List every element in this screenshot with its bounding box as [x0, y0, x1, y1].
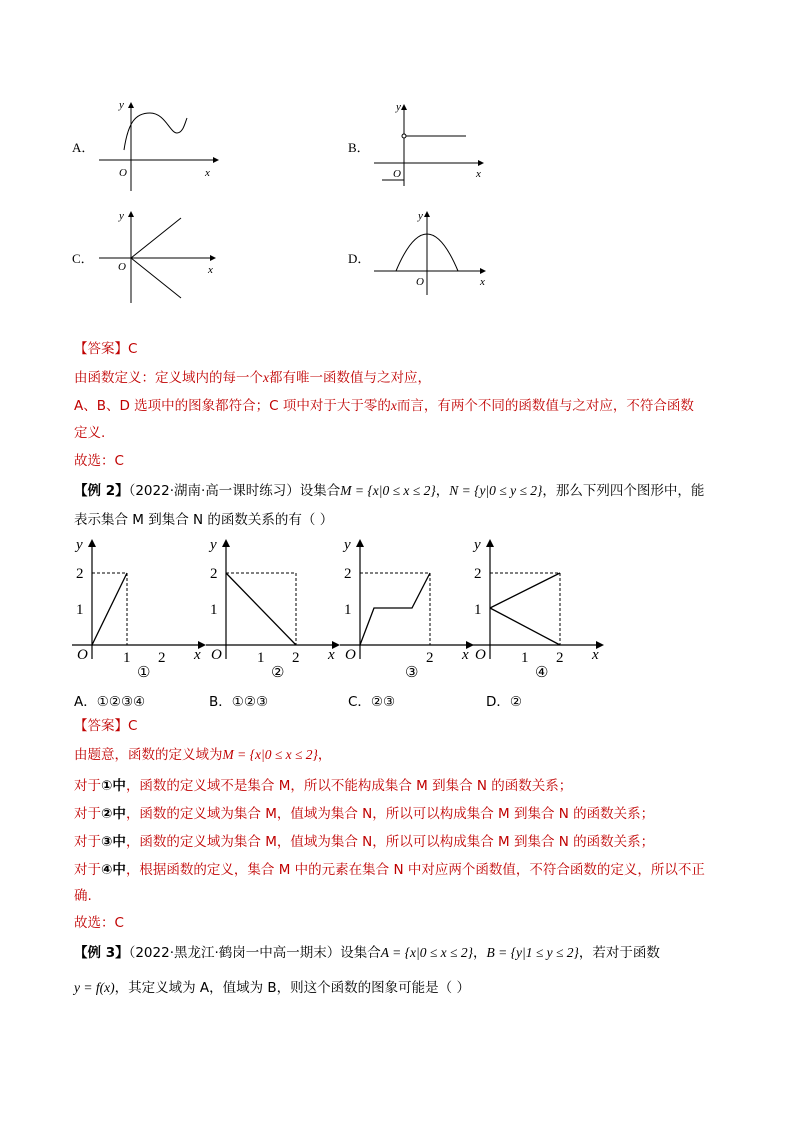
choice-c: C．②③ [348, 694, 396, 710]
graph-label: ① [137, 665, 151, 680]
set-n: N = {y|0 ≤ y ≤ 2} [449, 483, 543, 498]
axis-y-label: y [418, 210, 423, 222]
axis-x-label: x [205, 167, 210, 179]
option-d-label: D． [348, 251, 371, 266]
axis-x-label: x [462, 647, 469, 663]
axis-x-label: x [208, 264, 213, 276]
origin-label: O [77, 647, 88, 663]
answer-tag: 【答案】 [74, 718, 128, 734]
tick-x-1: 1 [521, 650, 529, 666]
graph-1 [68, 535, 208, 680]
text: 对于 [74, 806, 101, 822]
source: （2022·黑龙江·鹤岗一中高一期末）设集合 [128, 945, 381, 961]
text: 而言，有两个不同的函数值与之对应，不符合函数 [396, 398, 694, 414]
tick-1: 1 [76, 602, 84, 618]
origin-label: O [345, 647, 356, 663]
answer2-line4 [74, 832, 654, 852]
text: 对于 [74, 778, 101, 794]
set-a: A = {x|0 ≤ x ≤ 2} [380, 945, 473, 960]
axis-y-label: y [119, 99, 124, 111]
answer2-choice: 故选：C [74, 915, 124, 931]
set-b: B = {y|1 ≤ y ≤ 2} [486, 945, 579, 960]
option-c-label: C． [72, 251, 94, 266]
var-x: x [263, 370, 269, 385]
comma: ， [435, 483, 450, 499]
answer1-line3: 定义. [74, 425, 106, 441]
tick-1: 1 [344, 602, 352, 618]
comma: ， [472, 945, 487, 961]
example3-line1 [74, 943, 660, 963]
tick-x-2: 2 [426, 650, 434, 666]
graph-label: ② [271, 665, 285, 680]
function: y = f(x) [74, 980, 115, 995]
graph-2 [202, 535, 342, 680]
option-b-label: B． [348, 140, 370, 155]
set-m: M = {x|0 ≤ x ≤ 2} [340, 483, 436, 498]
text: ，其定义域为 A，值域为 B，则这个函数的图象可能是（ ） [114, 980, 470, 996]
item-ref: ②中 [101, 806, 126, 822]
text: 对于 [74, 862, 101, 878]
text: ，那么下列四个图形中，能 [542, 483, 705, 499]
answer1-line1 [74, 368, 431, 388]
text: 由函数定义：定义域内的每一个 [74, 370, 263, 386]
text: ，函数的定义域不是集合 M，所以不能构成集合 M 到集合 N 的函数关系； [125, 778, 573, 794]
graph-option-a [95, 98, 220, 193]
item-ref: ④中 [101, 862, 126, 878]
choice-b: B．①②③ [209, 694, 269, 710]
tick-x-2: 2 [158, 650, 166, 666]
axis-y-label: y [396, 101, 401, 113]
answer2-line3 [74, 804, 654, 824]
text: 对于 [74, 834, 101, 850]
answer-tag: 【答案】 [74, 341, 128, 357]
graph-label: ④ [535, 665, 549, 680]
axis-y-label: y [76, 537, 83, 553]
option-a-label: A． [72, 140, 95, 155]
origin-label: O [118, 261, 126, 273]
answer2-line2 [74, 776, 572, 796]
text: 由题意，函数的定义域为 [74, 747, 223, 763]
origin-label: O [416, 276, 424, 288]
graph-option-b [370, 98, 495, 188]
answer1-heading [74, 339, 137, 359]
axis-y-label: y [344, 537, 351, 553]
tick-2: 2 [474, 566, 482, 582]
graph-option-c [95, 207, 220, 305]
axis-y-label: y [210, 537, 217, 553]
answer-value: C [128, 341, 138, 357]
item-ref: ①中 [101, 778, 126, 794]
example-tag: 【例 3】 [74, 945, 129, 961]
origin-label: O [119, 167, 127, 179]
graph-option-d [370, 205, 495, 300]
graph-4 [466, 535, 606, 680]
axis-y-label: y [474, 537, 481, 553]
tick-x-1: 1 [257, 650, 265, 666]
tick-2: 2 [210, 566, 218, 582]
set-m: M = {x|0 ≤ x ≤ 2} [222, 747, 318, 762]
choice-a: A．①②③④ [74, 694, 146, 710]
example2-line2: 表示集合 M 到集合 N 的函数关系的有（ ） [74, 512, 334, 528]
axis-x-label: x [476, 168, 481, 180]
tick-1: 1 [474, 602, 482, 618]
tick-1: 1 [210, 602, 218, 618]
var-x: x [390, 398, 397, 413]
answer2-heading [74, 716, 137, 736]
text: ， [317, 747, 332, 763]
graph-label: ③ [405, 665, 419, 680]
tick-2: 2 [76, 566, 84, 582]
choice-d: D．② [486, 694, 522, 710]
answer2-line5 [74, 860, 705, 880]
answer-value: C [128, 718, 138, 734]
origin-label: O [393, 168, 401, 180]
text: ，函数的定义域为集合 M，值域为集合 N，所以可以构成集合 M 到集合 N 的函数关系； [125, 806, 655, 822]
text: 都有唯一函数值与之对应， [269, 370, 431, 386]
origin-label: O [475, 647, 486, 663]
item-ref: ③中 [101, 834, 126, 850]
answer1-line2 [74, 396, 694, 416]
answer1-choice: 故选：C [74, 453, 124, 469]
text: ，根据函数的定义，集合 M 中的元素在集合 N 中对应两个函数值，不符合函数的定义，所以不正 [125, 862, 705, 878]
axis-x-label: x [328, 647, 335, 663]
axis-x-label: x [194, 647, 201, 663]
tick-2: 2 [344, 566, 352, 582]
tick-x-2: 2 [556, 650, 564, 666]
axis-x-label: x [480, 276, 485, 288]
example-tag: 【例 2】 [74, 483, 129, 499]
text: ，若对于函数 [578, 945, 660, 961]
text: A、B、D 选项中的图象都符合；C 项中对于大于零的 [74, 398, 391, 414]
graph-3 [336, 535, 476, 680]
example2-line1 [74, 481, 704, 501]
axis-y-label: y [119, 210, 124, 222]
example3-line2 [74, 978, 470, 998]
tick-x-1: 1 [123, 650, 131, 666]
origin-label: O [211, 647, 222, 663]
axis-x-label: x [592, 647, 599, 663]
tick-x-2: 2 [292, 650, 300, 666]
answer2-line1 [74, 745, 331, 765]
text: ，函数的定义域为集合 M，值域为集合 N，所以可以构成集合 M 到集合 N 的函数关系； [125, 834, 655, 850]
source: （2022·湖南·高一课时练习）设集合 [128, 483, 341, 499]
answer2-line6: 确. [74, 888, 92, 904]
